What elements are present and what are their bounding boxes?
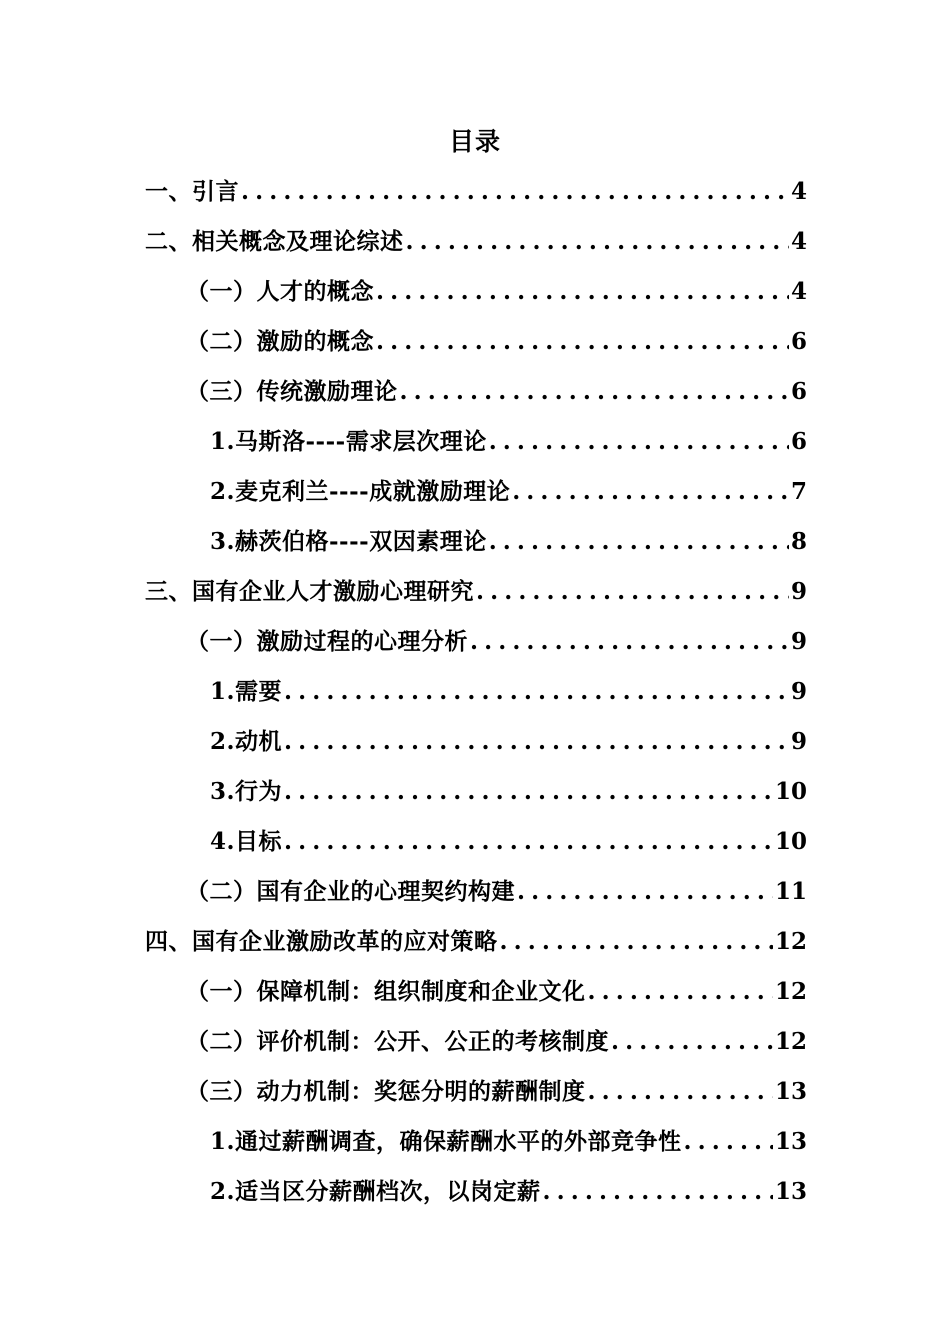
toc-page-number: 9 <box>790 578 807 605</box>
toc-entry[interactable] <box>186 372 807 412</box>
toc-entry[interactable] <box>145 172 807 212</box>
toc-page-number: 10 <box>774 778 807 805</box>
toc-dot-leader <box>374 272 789 312</box>
toc-page-number: 12 <box>774 928 807 955</box>
toc-entry[interactable] <box>210 522 807 562</box>
toc-entry-text: （一）激励过程的心理分析 <box>186 628 468 655</box>
toc-entry-text: 3.赫茨伯格----双因素理论 <box>210 528 487 555</box>
toc-page-number: 13 <box>774 1078 807 1105</box>
toc-dot-leader <box>498 922 773 962</box>
toc-entry-text: 三、国有企业人才激励心理研究 <box>145 578 474 605</box>
toc-dot-leader <box>541 1172 773 1212</box>
toc-entry-text: 1.通过薪酬调查，确保薪酬水平的外部竞争性 <box>210 1128 682 1155</box>
toc-entry[interactable] <box>186 322 807 362</box>
toc-page-number: 8 <box>790 528 807 555</box>
toc-page-number: 6 <box>790 428 807 455</box>
toc-entry-text: 二、相关概念及理论综述 <box>145 228 404 255</box>
toc-dot-leader <box>586 972 773 1012</box>
toc-page-number: 10 <box>774 828 807 855</box>
toc-entry[interactable] <box>210 672 807 712</box>
toc-dot-leader <box>586 1072 773 1112</box>
toc-entry[interactable] <box>210 822 807 862</box>
toc-entry-text: （一）人才的概念 <box>186 278 374 305</box>
toc-entry-text: 2.动机 <box>210 728 283 755</box>
toc-page-number: 13 <box>774 1128 807 1155</box>
toc-dot-leader <box>487 422 789 462</box>
toc-dot-leader <box>239 172 789 212</box>
toc-page-number: 4 <box>790 228 807 255</box>
toc-entry-text: 1.需要 <box>210 678 283 705</box>
toc-entry[interactable] <box>186 1022 807 1062</box>
toc-page-number: 9 <box>790 728 807 755</box>
toc-entry-text: 2.适当区分薪酬档次，以岗定薪 <box>210 1178 541 1205</box>
toc-entry-text: （二）国有企业的心理契约构建 <box>186 878 515 905</box>
toc-dot-leader <box>282 672 789 712</box>
toc-entry-text: （二）激励的概念 <box>186 328 374 355</box>
toc-dot-leader <box>282 822 773 862</box>
toc-page-number: 13 <box>774 1178 807 1205</box>
toc-page-number: 9 <box>790 678 807 705</box>
toc-entry[interactable] <box>145 572 807 612</box>
toc-entry[interactable] <box>210 472 807 512</box>
toc-entry-text: 2.麦克利兰----成就激励理论 <box>210 478 511 505</box>
toc-entry[interactable] <box>145 222 807 262</box>
toc-entry[interactable] <box>186 272 807 312</box>
toc-page-number: 4 <box>790 278 807 305</box>
toc-dot-leader <box>282 772 773 812</box>
toc-page-number: 7 <box>790 478 807 505</box>
toc-entry-text: 一、引言 <box>145 178 239 205</box>
toc-dot-leader <box>374 322 789 362</box>
toc-entry-text: （三）传统激励理论 <box>186 378 398 405</box>
toc-dot-leader <box>468 622 789 662</box>
toc-entry[interactable] <box>210 722 807 762</box>
toc-entry[interactable] <box>186 972 807 1012</box>
toc-page-number: 11 <box>774 878 807 905</box>
toc-entry-text: （二）评价机制：公开、公正的考核制度 <box>186 1028 609 1055</box>
toc-page-number: 12 <box>774 1028 807 1055</box>
toc-entry[interactable] <box>186 622 807 662</box>
toc-entry-text: 四、国有企业激励改革的应对策略 <box>145 928 498 955</box>
toc-page-number: 6 <box>790 328 807 355</box>
toc-entry[interactable] <box>186 872 807 912</box>
toc-entry[interactable] <box>210 1122 807 1162</box>
toc-page-number: 12 <box>774 978 807 1005</box>
toc-entry[interactable] <box>210 772 807 812</box>
toc-entry-text: 1.马斯洛----需求层次理论 <box>210 428 487 455</box>
toc-dot-leader <box>510 472 789 512</box>
toc-dot-leader <box>515 872 773 912</box>
toc-page-number: 4 <box>790 178 807 205</box>
toc-entry-text: （一）保障机制：组织制度和企业文化 <box>186 978 586 1005</box>
toc-entry-text: 4.目标 <box>210 828 283 855</box>
toc-entry-text: （三）动力机制：奖惩分明的薪酬制度 <box>186 1078 586 1105</box>
toc-dot-leader <box>474 572 789 612</box>
toc-entry[interactable] <box>210 422 807 462</box>
toc-entry-text: 3.行为 <box>210 778 283 805</box>
toc-title: 目录 <box>448 127 501 156</box>
toc-page-number: 6 <box>790 378 807 405</box>
toc-dot-leader <box>682 1122 773 1162</box>
toc-dot-leader <box>282 722 789 762</box>
toc-dot-leader <box>487 522 789 562</box>
toc-entry[interactable] <box>210 1172 807 1212</box>
toc-entry[interactable] <box>145 922 807 962</box>
toc-dot-leader <box>609 1022 773 1062</box>
toc-dot-leader <box>398 372 789 412</box>
toc-page-number: 9 <box>790 628 807 655</box>
toc-entry[interactable] <box>186 1072 807 1112</box>
toc-dot-leader <box>404 222 789 262</box>
